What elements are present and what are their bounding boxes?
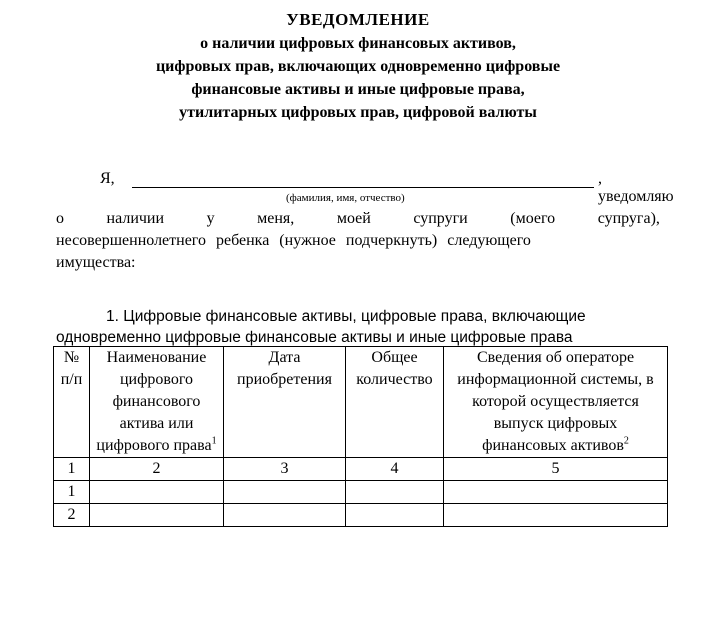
table-cell[interactable] <box>224 504 346 527</box>
row-number: 1 <box>54 481 90 504</box>
table-cell[interactable] <box>90 481 224 504</box>
table-cell[interactable] <box>444 481 668 504</box>
table-cell[interactable] <box>346 481 444 504</box>
document-header <box>0 8 716 124</box>
declaration-line-3 <box>56 230 660 252</box>
table-cell[interactable] <box>346 504 444 527</box>
column-number-row <box>54 458 668 481</box>
column-number: 5 <box>444 458 668 481</box>
subtitle-line-3: финансовые активы и иные цифровые права, <box>191 81 525 98</box>
header-number: № п/п <box>54 347 90 458</box>
header-asset-name: Наименование цифрового финансового актива или цифрового права$^1$ <box>90 347 224 458</box>
section-heading-line-2: одновременно цифровые финансовые активы и иные цифровые права <box>56 329 573 346</box>
digital-assets-table <box>53 346 668 527</box>
full-name-field[interactable] <box>132 187 594 188</box>
subtitle-line-4: утилитарных цифровых прав, цифровой валюты <box>179 104 537 121</box>
word: (моего <box>510 210 556 227</box>
table-header-row <box>54 347 668 458</box>
word: моей <box>336 210 371 227</box>
table-row <box>54 504 668 527</box>
word: наличии <box>106 210 165 227</box>
header-total-quantity: Общее количество <box>346 347 444 458</box>
footnote-2-mark: 2 <box>623 435 629 447</box>
column-number: 2 <box>90 458 224 481</box>
section-heading-line-1: 1. Цифровые финансовые активы, цифровые права, включающие <box>106 308 586 325</box>
table-cell[interactable] <box>444 504 668 527</box>
word: меня, <box>257 210 295 227</box>
declaration-name-line <box>56 168 674 205</box>
word: супруги <box>413 210 468 227</box>
subtitle-line-1: о наличии цифровых финансовых активов, <box>200 35 516 52</box>
section-heading <box>56 306 660 348</box>
declaration-line-3-text: несовершеннолетнего ребенка (нужное подчеркнуть) следующего <box>56 232 531 249</box>
declaration-line-2 <box>56 208 660 230</box>
row-number: 2 <box>54 504 90 527</box>
declaration-block <box>56 168 674 271</box>
full-name-hint: (фамилия, имя, отчество) <box>286 192 405 204</box>
table-cell[interactable] <box>90 504 224 527</box>
declaration-line-4: имущества: <box>56 254 136 271</box>
word: о <box>56 210 64 227</box>
column-number: 3 <box>224 458 346 481</box>
table-row <box>54 481 668 504</box>
header-operator-info: Сведения об операторе информационной системы, в которой осуществляется выпуск цифровых финансовых активов$^2$ <box>444 347 668 458</box>
document-title: УВЕДОМЛЕНИЕ <box>286 10 430 29</box>
subtitle-line-2: цифровых прав, включающих одновременно цифровые <box>155 58 561 75</box>
declaration-suffix: , уведомляю <box>598 170 674 205</box>
header-acquisition-date: Дата приобретения <box>224 347 346 458</box>
word: у <box>206 210 215 227</box>
declaration-prefix: Я, <box>100 170 115 187</box>
column-number: 4 <box>346 458 444 481</box>
footnote-1-mark: 1 <box>211 435 217 447</box>
word: супруга), <box>597 210 660 227</box>
declaration-paragraph <box>56 208 660 274</box>
table-cell[interactable] <box>224 481 346 504</box>
column-number: 1 <box>54 458 90 481</box>
